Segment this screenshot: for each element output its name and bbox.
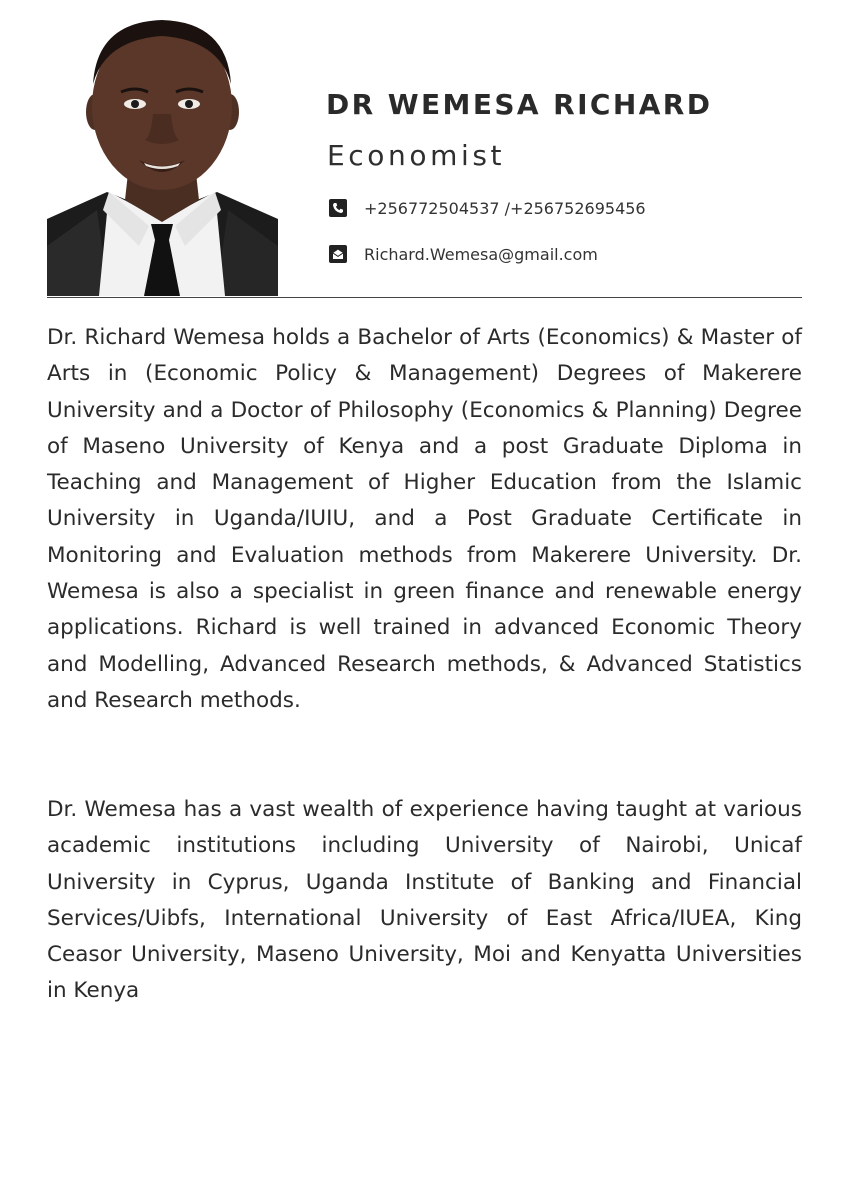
- phone-numbers: +256772504537 /+256752695456: [364, 198, 646, 218]
- person-name: DR WEMESA RICHARD: [326, 88, 713, 121]
- job-title: Economist: [327, 139, 506, 172]
- envelope-icon: [329, 245, 347, 263]
- email-contact: [329, 243, 598, 265]
- profile-photo: [47, 14, 278, 296]
- email-address: Richard.Wemesa@gmail.com: [364, 244, 598, 264]
- bio-paragraph-education: Dr. Richard Wemesa holds a Bachelor of Arts (Economics) & Master of Arts in (Economic Policy & Management) Degrees of Makerere University and a Doctor of Philosophy (Economics & Planning) Degree of Maseno University of Kenya and a post Graduate Diploma in Teaching and Management of Higher Education from the Islamic University in Uganda/IUIU, and a Post Graduate Certificate in Monitoring and Evaluation methods from Makerere University. Dr. Wemesa is also a specialist in green finance and renewable energy applications. Richard is well trained in advanced Economic Theory and Modelling, Advanced Research methods, & Advanced Statistics and Research methods.: [47, 325, 802, 713]
- phone-icon: [329, 199, 347, 217]
- bio-paragraph-experience: Dr. Wemesa has a vast wealth of experience having taught at various academic institutions including University of Nairobi, Unicaf University in Cyprus, Uganda Institute of Banking and Financial Services/Uibfs, International University of East Africa/IUEA, King Ceasor University, Maseno University, Moi and Kenyatta Universities in Kenya: [47, 797, 802, 1004]
- phone-contact: [329, 197, 646, 219]
- header-divider: [47, 297, 802, 298]
